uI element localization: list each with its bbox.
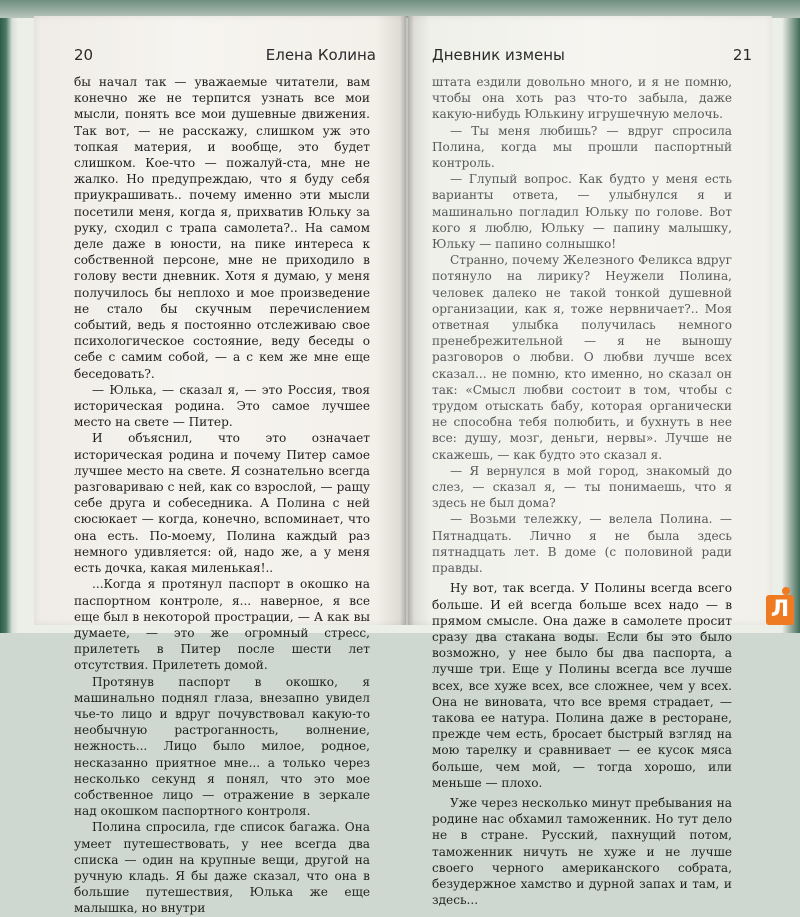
paragraph: — Глупый вопрос. Как будто у меня есть варианты ответа, — улыбнулся я и машинально погладил Юльку по голове. Вот кого я люблю, Юльку — папину малышку, Юльку — папино солнышко! (432, 172, 732, 252)
right-page-header (432, 46, 752, 66)
left-running-title: Елена Колина (265, 46, 376, 64)
paragraph: Полина спросила, где список багажа. Она умеет путешествовать, у нее всегда два списка — один на крупные вещи, другой на ручную кладь. Я бы даже сказал, что она в большие путешествия, Юлька же еще малышка, но внутри (74, 820, 370, 916)
book-gutter-shadow (400, 16, 414, 625)
right-page (408, 16, 772, 908)
paragraph: Протянув паспорт в окошко, я машинально поднял глаза, внезапно увидел чье-то лицо и вдруг почувствовал какую-то необычную растроганность, волнение, нежность... Лицо было милое, родное, несказанно приятное мне... а только через несколько секунд я понял, что это мое собственное лицо — отражение в зеркале над окошком паспортного контроля. (74, 674, 370, 819)
paragraph: Уже через несколько минут пребывания на родине нас обхамил таможенник. Но тут дело не в стране. Русский, пахнущий потом, таможенник ничуть не хуже и не лучше своего черного американского собрата, безудержное хамство и дурной запах и там, и здесь... (432, 795, 732, 908)
paragraph: бы начал так — уважаемые читатели, вам конечно же не терпится узнать все мои мысли, понять все мои душевные движения. Так вот, — не расскажу, слишком уж это топкая материя, и вообще, это будет слишком. Кое-что — пожалуй-ста, мне не жалко. Но предупреждаю, что я буду себя приукрашивать.. почему именно эти мысли посетили меня, когда я, прихватив Юльку за руку, сходил с трапа самолета?.. На самом деле даже в юности, на пике интереса к собственной персоне, мне не приходило в голову вести дневник. Хотя я думаю, у меня получилось бы неплохо и мое произведение не стало бы скучным перечислением событий, ведь я постоянно отслеживаю свое психологическое состояние, веду беседы о себе с самим собой, — а с кем же мне еще беседовать?. (74, 75, 370, 381)
paragraph: штата ездили довольно много, и я не помню, чтобы она хоть раз что-то забыла, даже какую-нибудь Юлькину игрушечную мелочь. (432, 75, 732, 122)
paragraph: — Ты меня любишь? — вдруг спросила Полина, когда мы прошли паспортный контроль. (432, 123, 732, 171)
watermark-logo-icon: Л (766, 595, 794, 625)
paragraph: — Юлька, — сказал я, — это Россия, твоя историческая родина. Это самое лучшее место на свете — Питер. (74, 382, 370, 430)
left-page (34, 16, 406, 916)
left-page-header (74, 46, 376, 66)
paragraph: — Возьми тележку, — велела Полина. — Пятнадцать. Лично я не была здесь пятнадцать лет. В доме (с половиной ради правды. (432, 512, 732, 576)
paragraph: ...Когда я протянул паспорт в окошко на паспортном контроле, я... наверное, я все еще был в некоторой прострации, — А как вы думаете, — это же огромный стресс, прилететь в Питер после шести лет отсутствия. Прилететь домой. (74, 577, 370, 673)
watermark-logo-dot (782, 587, 790, 595)
paragraph: Странно, почему Железного Феликса вдруг потянуло на лирику? Неужели Полина, человек далеко не такой тонкой душевной организации, как я, тоже нервничает?.. Моя ответная улыбка получилась немного пренебрежительной — я не выношу разговоров о любви. О любви лучше всех сказал... не помню, кто именно, но сказал он так: «Смысл любви состоит в том, чтобы с трудом отыскать бабу, которая органически не способна тебя полюбить, и бухнуть в нее все: душу, мозг, деньги, нервы». Лучше не скажешь, — как будто это сказал я. (432, 253, 732, 462)
paragraph: — Я вернулся в мой город, знакомый до слез, — сказал я, — ты понимаешь, что я здесь не был дома? (432, 463, 732, 511)
left-page-number: 20 (74, 46, 94, 64)
right-page-number: 21 (732, 46, 752, 64)
right-page-text (432, 74, 732, 908)
paragraph: Ну вот, так всегда. У Полины всегда всего больше. И ей всегда больше всех надо — в прямом смысле. Она даже в самолете просит сразу два стакана воды. Если бы это было возможно, у нее было бы два паспорта, а лучше три. Еще у Полины всегда все лучше всех, все хуже всех, все сложнее, чем у всех. Она не виновата, что все время страдает, — такова ее натура. Полина даже в ресторане, прежде чем есть, бросает быстрый взгляд на мою тарелку и сравнивает — ее кусок мяса больше, чем мой, — тогда хорошо, или меньше — плохо. (432, 581, 732, 790)
right-running-title: Дневник измены (432, 46, 565, 64)
left-page-text (74, 74, 370, 917)
paragraph: И объяснил, что это означает историческая родина и почему Питер самое лучшее место на свете. Я сознательно всегда разговариваю с ней, как со взрослой, — ращу себе друга и собеседника. А Полина с ней сюсюкает — когда, конечно, вспоминает, что она есть. По-моему, Полина каждый раз немного удивляется: ой, надо же, а у меня есть дочка, какая миленькая!.. (74, 431, 370, 576)
